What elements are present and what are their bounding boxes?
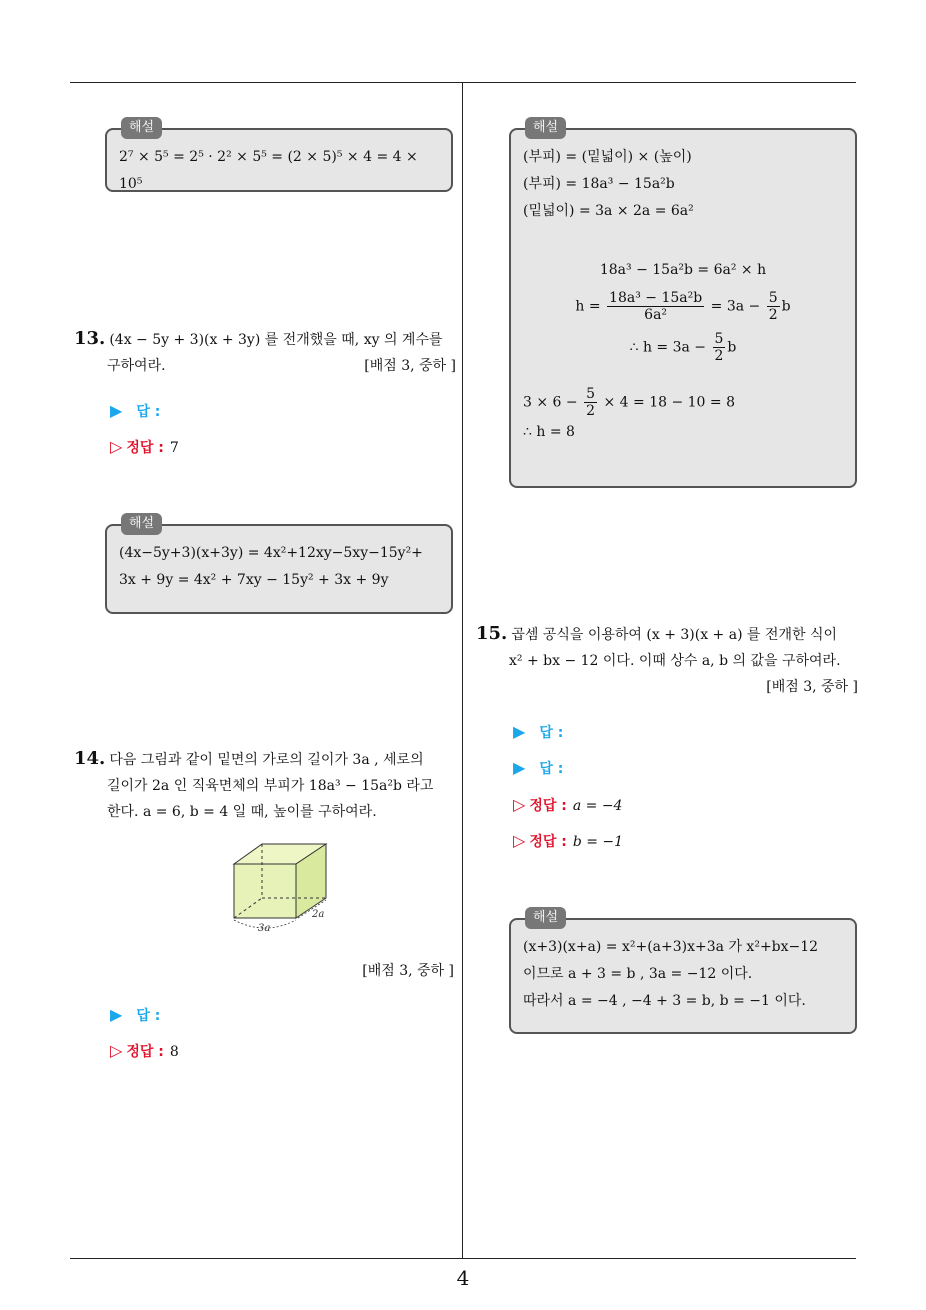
equation-line: ∴ h = 8 — [523, 424, 575, 440]
question-13 — [74, 326, 456, 379]
play-triangle-icon: ▶ — [513, 722, 526, 741]
question-text: 곱셈 공식을 이용하여 (x + 3)(x + a) 를 전개한 식이 — [511, 627, 838, 643]
numerator: 18a³ − 15a²b — [609, 290, 703, 306]
answer-label: 답 : — [136, 1008, 161, 1024]
correct-label: 정답 : — [529, 798, 567, 814]
explanation-line: 2⁷ × 5⁵ = 2⁵ · 2² × 5⁵ = (2 × 5)⁵ × 4 = 4 × 10⁵ — [119, 149, 418, 192]
correct-value: 7 — [169, 440, 179, 456]
equation-part: b — [781, 298, 791, 315]
explanation-box-14 — [509, 120, 857, 488]
equation-line — [523, 386, 843, 419]
explanation-line: 3x + 9y = 4x² + 7xy − 15y² + 3x + 9y — [119, 572, 389, 588]
numerator: 5 — [714, 331, 724, 347]
outline-triangle-icon: ▷ — [110, 1041, 123, 1060]
equation-part: ∴ h = 3a − — [629, 339, 707, 356]
explanation-line: 따라서 a = −4 , −4 + 3 = b, b = −1 이다. — [523, 993, 806, 1009]
denominator: 2 — [768, 307, 778, 323]
outline-triangle-icon: ▷ — [513, 831, 526, 850]
correct-value: 8 — [169, 1044, 179, 1060]
equation-line: 18a³ − 15a²b = 6a² × h — [599, 262, 767, 278]
correct-value: b = −1 — [572, 834, 624, 850]
equation-line — [523, 331, 843, 364]
page-number: 4 — [456, 1266, 470, 1290]
question-text: 다음 그림과 같이 밑면의 가로의 길이가 3a , 세로의 — [109, 752, 424, 768]
explanation-line: (부피) = (밑넓이) × (높이) — [523, 149, 692, 165]
numerator: 5 — [586, 386, 596, 402]
bottom-rule — [70, 1258, 856, 1259]
score-label: [배점 3, 중하 ] — [364, 358, 456, 374]
denominator: 2 — [714, 348, 724, 364]
answer-label: 답 : — [136, 404, 161, 420]
score-label: [배점 3, 중하 ] — [362, 963, 454, 979]
answer-row[interactable] — [513, 722, 563, 743]
explanation-line: (4x−5y+3)(x+3y) = 4x²+12xy−5xy−15y²+ — [119, 545, 423, 561]
question-number: 15. — [476, 623, 508, 644]
correct-answer-row — [513, 831, 623, 852]
depth-label: 2a — [312, 909, 325, 920]
question-14 — [74, 746, 456, 825]
question-text: x² + bx − 12 이다. 이때 상수 a, b 의 값을 구하여라. — [509, 653, 841, 669]
correct-answer-row — [110, 1041, 179, 1062]
answer-label: 답 : — [539, 725, 564, 741]
fraction — [607, 290, 704, 323]
explanation-tag: 해설 — [121, 117, 162, 139]
equation-part: = 3a − — [710, 298, 761, 315]
play-triangle-icon: ▶ — [110, 1005, 123, 1024]
denominator: 6a² — [644, 307, 668, 323]
fraction — [713, 331, 726, 364]
question-15 — [476, 621, 858, 700]
explanation-tag: 해설 — [121, 513, 162, 535]
correct-answer-row — [513, 795, 622, 816]
width-label: 3a — [258, 923, 271, 934]
fraction — [584, 386, 597, 419]
column-divider — [462, 82, 463, 1258]
question-text: 한다. a = 6, b = 4 일 때, 높이를 구하여라. — [107, 804, 377, 820]
fraction — [767, 290, 780, 323]
explanation-box-12 — [105, 120, 453, 192]
question-text: 구하여라. — [107, 358, 166, 374]
outline-triangle-icon: ▷ — [513, 795, 526, 814]
explanation-tag: 해설 — [525, 907, 566, 929]
correct-answer-row — [110, 437, 179, 458]
equation-part: b — [727, 339, 737, 356]
equation-part: h = — [575, 298, 601, 315]
explanation-box-15 — [509, 910, 857, 1034]
explanation-tag: 해설 — [525, 117, 566, 139]
equation-part: 3 × 6 − — [523, 394, 578, 411]
top-rule — [70, 82, 856, 83]
explanation-line: 이므로 a + 3 = b , 3a = −12 이다. — [523, 966, 753, 982]
denominator: 2 — [586, 403, 596, 419]
cuboid-figure — [228, 840, 338, 936]
explanation-line: (부피) = 18a³ − 15a²b — [523, 176, 675, 192]
explanation-box-13 — [105, 516, 453, 614]
play-triangle-icon: ▶ — [513, 758, 526, 777]
numerator: 5 — [768, 290, 778, 306]
correct-label: 정답 : — [529, 834, 567, 850]
answer-label: 답 : — [539, 761, 564, 777]
explanation-line: (밑넓이) = 3a × 2a = 6a² — [523, 203, 694, 219]
outline-triangle-icon: ▷ — [110, 437, 123, 456]
answer-row[interactable] — [513, 758, 563, 779]
equation-part: × 4 = 18 − 10 = 8 — [603, 394, 735, 411]
score-label: [배점 3, 중하 ] — [766, 679, 858, 695]
equation-line — [523, 290, 843, 323]
correct-label: 정답 : — [126, 1044, 164, 1060]
correct-value: a = −4 — [572, 798, 623, 814]
answer-row[interactable] — [110, 401, 160, 422]
question-text: (4x − 5y + 3)(x + 3y) 를 전개했을 때, xy 의 계수를 — [109, 332, 443, 348]
question-number: 13. — [74, 328, 106, 349]
play-triangle-icon: ▶ — [110, 401, 123, 420]
answer-row[interactable] — [110, 1005, 160, 1026]
correct-label: 정답 : — [126, 440, 164, 456]
question-number: 14. — [74, 748, 106, 769]
explanation-line: (x+3)(x+a) = x²+(a+3)x+3a 가 x²+bx−12 — [523, 939, 819, 955]
question-text: 길이가 2a 인 직육면체의 부피가 18a³ − 15a²b 라고 — [107, 778, 434, 794]
